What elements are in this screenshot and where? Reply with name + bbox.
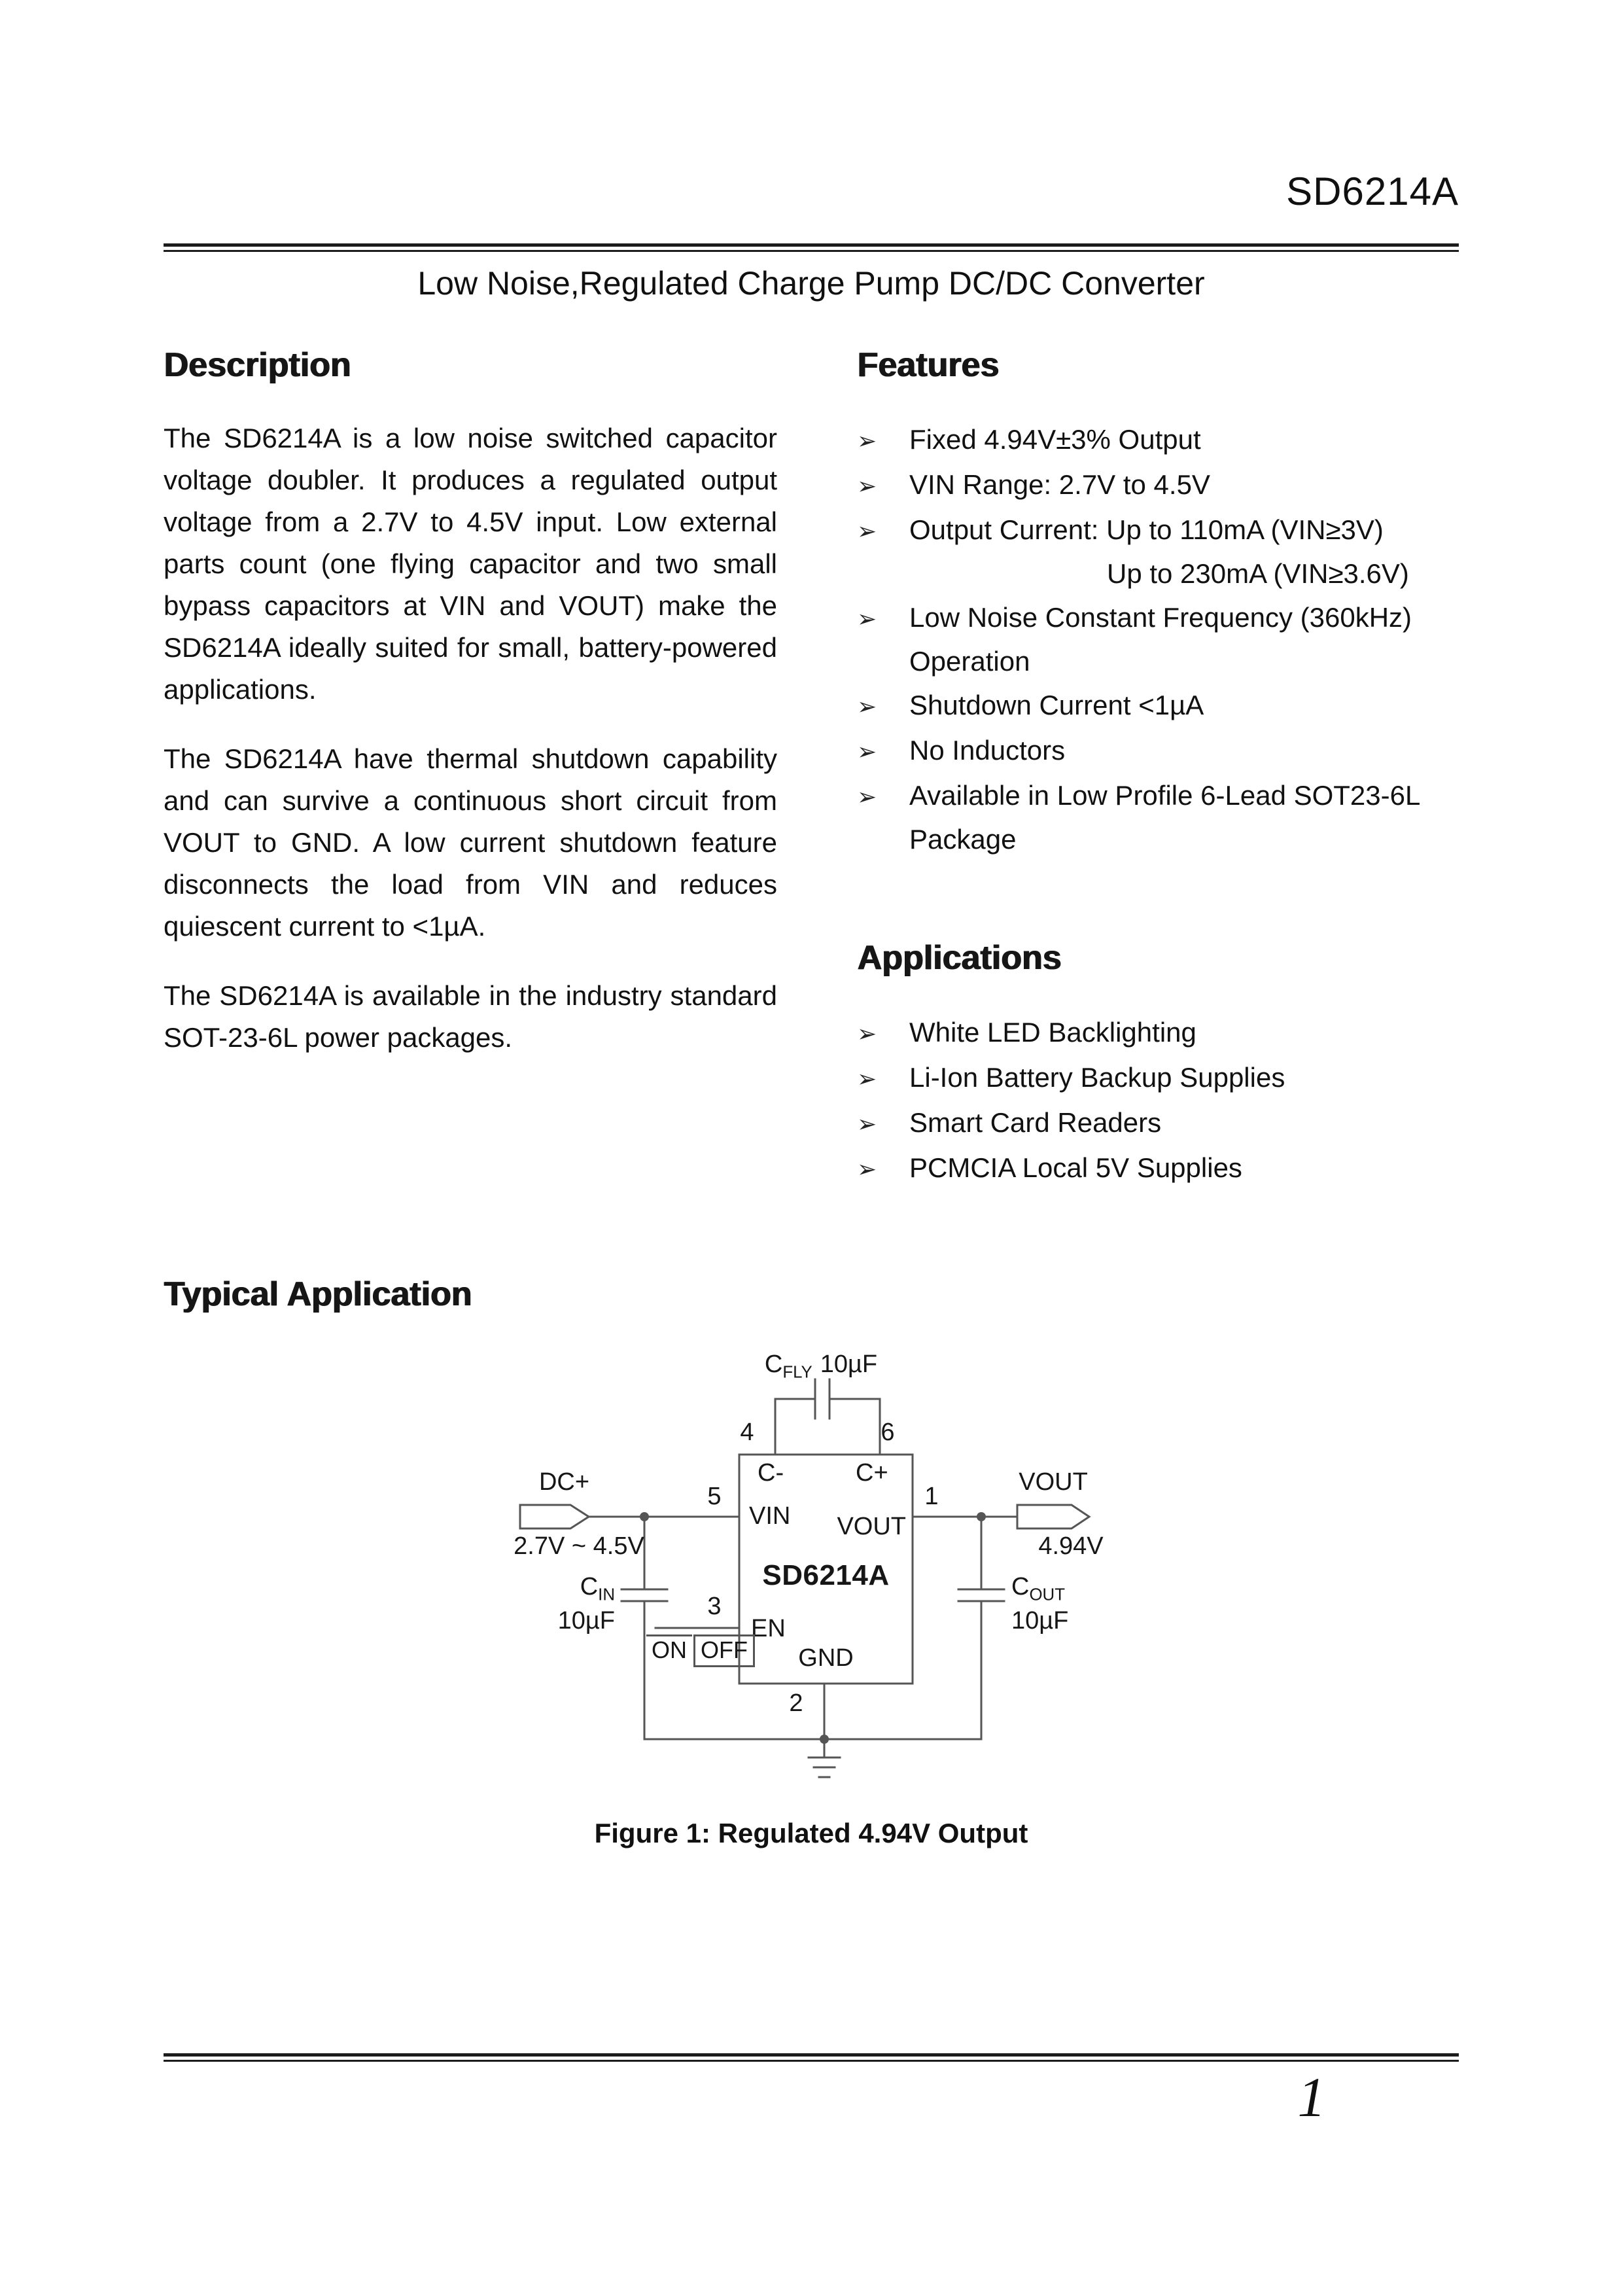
switch-on-label: ON [646, 1634, 692, 1665]
cin-name: C [580, 1573, 599, 1600]
feature-item-3 [857, 508, 1475, 595]
input-voltage-range: 2.7V ~ 4.5V [514, 1532, 644, 1560]
description-paragraph: The SD6214A is a low noise switched capacitor voltage doubler. It produces a regulated output voltage from a 2.7V to 4.5V input. Low external parts count (one flying capacitor and two small bypass capacitors at VIN and VOUT) make the SD6214A ideally suited for small, battery-powered applications. [164, 423, 777, 705]
description-section [164, 345, 777, 1086]
feature-item-2 [857, 463, 1475, 508]
arrow-bullet-icon: ➢ [857, 518, 877, 544]
output-voltage-value: 4.94V [1038, 1532, 1104, 1560]
arrow-bullet-icon: ➢ [857, 738, 877, 765]
pin-vin-label: VIN [749, 1502, 791, 1530]
junction-dot-cout [977, 1512, 986, 1521]
feature-item-7 [857, 773, 1475, 861]
cout-value: 10µF [1011, 1607, 1069, 1634]
pin3-number: 3 [707, 1593, 722, 1620]
pin-en-label: EN [751, 1615, 786, 1642]
feature-text: No Inductors [909, 735, 1066, 766]
en-on-off-switch [646, 1634, 755, 1667]
feature-text: Available in Low Profile 6-Lead SOT23-6L [909, 780, 1421, 811]
application-item-4 [857, 1146, 1475, 1191]
cin-value: 10µF [557, 1607, 615, 1634]
arrow-bullet-icon: ➢ [857, 605, 877, 632]
pin-cplus-label: C+ [856, 1459, 888, 1487]
cout-name: C [1011, 1573, 1030, 1600]
arrow-bullet-icon: ➢ [857, 1156, 877, 1182]
cout-subscript: OUT [1029, 1585, 1065, 1604]
typical-application-section [164, 1275, 1459, 1849]
footer-divider [164, 2053, 1459, 2062]
arrow-bullet-icon: ➢ [857, 693, 877, 720]
pin1-number: 1 [924, 1483, 939, 1510]
pin2-number: 2 [789, 1689, 803, 1717]
figure-caption: Figure 1: Regulated 4.94V Output [594, 1818, 1028, 1848]
application-item-2 [857, 1055, 1475, 1101]
cin-label [536, 1573, 615, 1605]
pin-gnd-label: GND [798, 1644, 854, 1672]
arrow-bullet-icon: ➢ [857, 783, 877, 810]
feature-text: VIN Range: 2.7V to 4.5V [909, 469, 1210, 500]
switch-off-label: OFF [693, 1634, 755, 1667]
arrow-bullet-icon: ➢ [857, 1065, 877, 1092]
cfly-wire-right [829, 1399, 880, 1455]
feature-item-5 [857, 683, 1475, 728]
pin-cminus-label: C- [758, 1459, 784, 1487]
feature-item-6 [857, 728, 1475, 773]
part-number-title: SD6214A [1286, 169, 1459, 213]
features-list [857, 417, 1475, 861]
arrow-bullet-icon: ➢ [857, 427, 877, 454]
cfly-name: C [764, 1351, 783, 1378]
feature-text-line2: Operation [909, 646, 1030, 677]
typical-application-heading: Typical Application [164, 1275, 472, 1313]
junction-dot-gnd [820, 1735, 829, 1744]
application-text: Smart Card Readers [909, 1107, 1162, 1138]
cfly-label [749, 1351, 893, 1383]
cfly-wire-left [775, 1399, 815, 1455]
cin-subscript: IN [598, 1585, 615, 1604]
header-divider [164, 243, 1459, 252]
arrow-bullet-icon: ➢ [857, 472, 877, 499]
application-circuit-diagram [451, 1347, 1184, 1786]
cfly-subscript: FLY [782, 1363, 812, 1382]
feature-text-line2: Up to 230mA (VIN≥3.6V) [1107, 558, 1409, 589]
arrow-bullet-icon: ➢ [857, 1020, 877, 1047]
pin5-number: 5 [707, 1483, 722, 1510]
vout-output-tag [1017, 1505, 1089, 1528]
dc-input-tag [520, 1505, 589, 1528]
applications-list [857, 1010, 1475, 1191]
application-text: White LED Backlighting [909, 1017, 1196, 1048]
description-paragraph: The SD6214A have thermal shutdown capability and can survive a continuous short circuit from VOUT to GND. A low current shutdown feature disconnects the load from VIN and reduces quiescent current to <1µA. [164, 743, 777, 942]
page-title: Low Noise,Regulated Charge Pump DC/DC Converter [417, 265, 1205, 302]
feature-text: Shutdown Current <1µA [909, 690, 1204, 720]
feature-item-4 [857, 595, 1475, 683]
application-item-1 [857, 1010, 1475, 1055]
page-number: 1 [1297, 2066, 1326, 2128]
feature-text: Low Noise Constant Frequency (360kHz) [909, 602, 1412, 633]
feature-text: Output Current: Up to 110mA (VIN≥3V) [909, 514, 1384, 545]
chip-name-label: SD6214A [762, 1559, 890, 1591]
feature-item-1 [857, 417, 1475, 463]
applications-heading: Applications [857, 939, 1062, 977]
pin4-number: 4 [740, 1419, 754, 1446]
pin-vout-label: VOUT [837, 1513, 906, 1540]
application-text: Li-Ion Battery Backup Supplies [909, 1062, 1285, 1093]
junction-dot-cin [640, 1512, 649, 1521]
vout-tag-label: VOUT [1019, 1468, 1088, 1496]
description-paragraph: The SD6214A is available in the industry standard SOT-23-6L power packages. [164, 980, 777, 1053]
application-text: PCMCIA Local 5V Supplies [909, 1152, 1242, 1183]
features-heading: Features [857, 346, 999, 384]
application-item-3 [857, 1101, 1475, 1146]
cfly-value: 10µF [820, 1351, 878, 1378]
pin6-number: 6 [881, 1419, 895, 1446]
feature-text-line2: Package [909, 824, 1017, 855]
description-heading: Description [164, 346, 351, 384]
feature-text: Fixed 4.94V±3% Output [909, 424, 1201, 455]
arrow-bullet-icon: ➢ [857, 1110, 877, 1137]
dc-input-label: DC+ [538, 1468, 590, 1496]
cout-label [1011, 1573, 1065, 1605]
features-section [857, 345, 1475, 1191]
